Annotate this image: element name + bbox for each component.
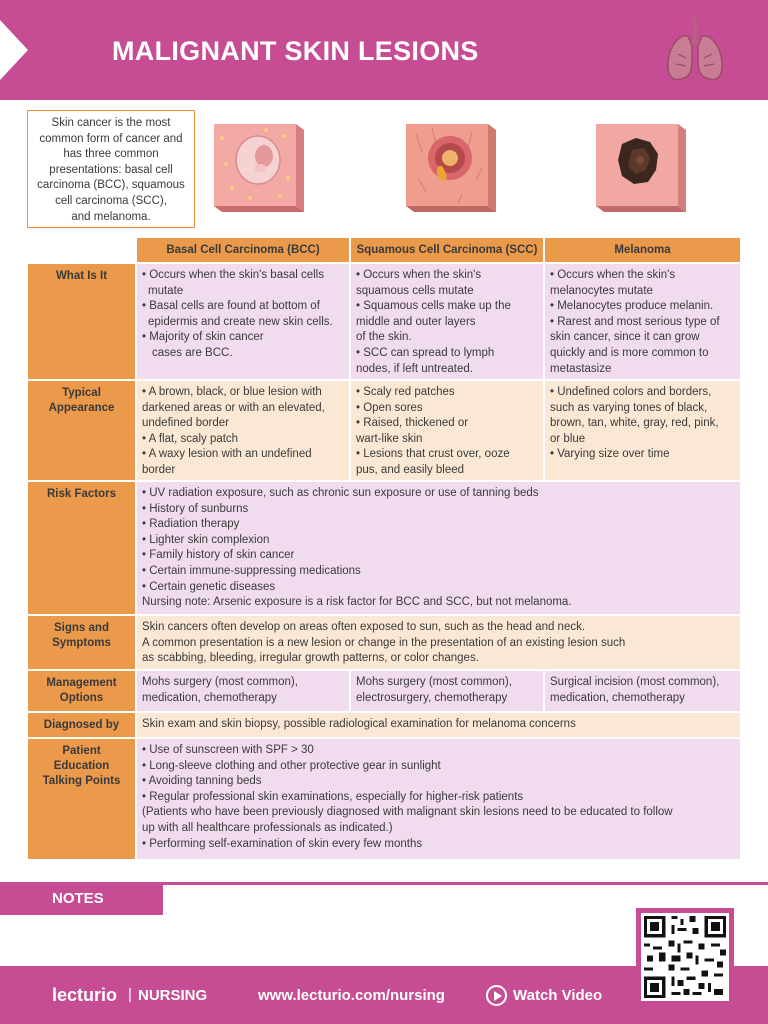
cell-line: border (142, 463, 176, 476)
cell-line: quickly and is more common to (550, 346, 709, 359)
cell-diagnosed (137, 713, 740, 737)
cell-line: up with all healthcare professionals as indicated.) (142, 821, 393, 834)
cell-line: metastasize (550, 362, 612, 375)
cell-line: • A waxy lesion with an undefined (142, 448, 312, 461)
header-melanoma: Melanoma (545, 238, 740, 262)
header-bcc: Basal Cell Carcinoma (BCC) (137, 238, 349, 262)
cell-line: electrosurgery, chemotherapy (356, 691, 508, 704)
cell-line: as scabbing, bleeding, irregular growth patterns, or color changes. (142, 652, 479, 665)
cell-line: • Lesions that crust over, ooze (356, 448, 510, 461)
lungs-icon (664, 14, 726, 86)
lecturio-logo: lecturio (52, 985, 118, 1005)
cell-line: darkened areas or with an elevated, (142, 401, 325, 414)
cell-scc-appearance (351, 381, 543, 480)
cell-line: • A flat, scaly patch (142, 432, 239, 445)
row-label-line: Education (53, 760, 110, 772)
cell-line: mutate (148, 284, 184, 297)
cell-line: • UV radiation exposure, such as chronic sun exposure or use of tanning beds (142, 487, 539, 499)
table-row-risk-factors (28, 482, 740, 614)
cell-line: • Occurs when the skin's (356, 269, 482, 281)
intro-line: and melanoma. (71, 210, 151, 223)
brand-separator: | (128, 986, 132, 1003)
cell-line: Mohs surgery (most common), (142, 676, 298, 688)
cell-line: Nursing note: Arsenic exposure is a risk factor for BCC and SCC, but not melanoma. (142, 596, 572, 609)
cell-line: • Radiation therapy (142, 518, 240, 531)
cell-line: • Lighter skin complexion (142, 533, 270, 546)
row-label-line: Options (59, 692, 104, 704)
scc-lesion-illustration (402, 118, 498, 218)
cell-risk-factors (137, 482, 740, 614)
qr-code-frame (636, 908, 734, 1006)
row-label-line: Patient (62, 745, 101, 757)
cell-line: Surgical incision (most common), (550, 676, 720, 688)
cell-line: • Rarest and most serious type of (550, 315, 720, 328)
cell-line: middle and outer layers (356, 315, 476, 328)
cell-line: undefined border (142, 417, 229, 430)
header-notch (0, 20, 28, 80)
website-link[interactable]: www.lecturio.com/nursing (258, 987, 445, 1004)
row-label-line: Management (46, 677, 117, 689)
intro-line: has three common (63, 148, 159, 161)
table-row-management (28, 671, 740, 711)
cell-line: • History of sunburns (142, 502, 249, 515)
cell-line: • Long-sleeve clothing and other protective gear in sunlight (142, 759, 441, 772)
intro-line: Skin cancer is the most (51, 117, 171, 129)
watch-video-link[interactable]: Watch Video (513, 987, 603, 1004)
row-label-diagnosed (28, 713, 135, 737)
cell-scc-what-is-it (351, 264, 543, 379)
cell-line: wart-like skin (356, 432, 423, 445)
row-label-line: Signs and (54, 622, 109, 634)
header-blank (28, 238, 135, 262)
cell-line: • Family history of skin cancer (142, 549, 295, 562)
intro-line: carcinoma (BCC), squamous (37, 179, 185, 192)
intro-line: presentations: basal cell (49, 163, 173, 176)
cell-line: Skin cancers often develop on areas often exposed to sun, such as the head and neck. (142, 621, 586, 633)
cell-bcc-appearance (137, 381, 349, 480)
row-label-line: Diagnosed by (43, 719, 120, 731)
row-label-line: Risk Factors (46, 488, 117, 500)
table-row-education (28, 739, 740, 859)
cell-line: • Performing self-examination of skin every few months (142, 837, 423, 850)
cell-bcc-management (137, 671, 349, 711)
cell-line: or blue (550, 432, 586, 445)
cell-line: • Regular professional skin examinations, especially for higher-risk patients (142, 790, 524, 803)
cell-line: • Squamous cells make up the (356, 300, 511, 313)
intro-line: common form of cancer and (39, 132, 183, 145)
cell-signs (137, 616, 740, 669)
cell-line: such as varying tones of black, (550, 401, 708, 414)
cell-line: • A brown, black, or blue lesion with (142, 386, 322, 398)
table-row-diagnosed (28, 713, 740, 737)
header-scc: Squamous Cell Carcinoma (SCC) (351, 238, 543, 262)
notes-label: NOTES (52, 890, 104, 907)
page-title: MALIGNANT SKIN LESIONS (112, 36, 479, 66)
cell-line: Skin exam and skin biopsy, possible radiological examination for melanoma concerns (142, 718, 576, 730)
bcc-lesion-illustration (210, 118, 306, 218)
row-label-appearance (28, 381, 135, 480)
row-label-management (28, 671, 135, 711)
row-label-line: What Is It (55, 270, 108, 282)
cell-line: • Occurs when the skin's basal cells (142, 269, 324, 281)
cell-line: medication, chemotherapy (550, 691, 685, 704)
cell-line: • Avoiding tanning beds (142, 775, 262, 788)
cell-line: epidermis and create new skin cells. (148, 315, 333, 328)
cell-line: • Melanocytes produce melanin. (550, 300, 714, 313)
cell-line: • Open sores (356, 401, 423, 414)
table-row-what-is-it (28, 264, 740, 379)
cell-melanoma-what-is-it (545, 264, 740, 379)
brand-nursing: NURSING (138, 987, 208, 1004)
cell-line: A common presentation is a new lesion or change in the presentation of an existing lesion such (142, 636, 626, 649)
cell-bcc-what-is-it (137, 264, 349, 379)
cell-line: pus, and easily bleed (356, 463, 465, 476)
cell-line: • Scaly red patches (356, 386, 455, 398)
row-label-what-is-it (28, 264, 135, 379)
comparison-table (28, 238, 740, 861)
cell-education (137, 739, 740, 859)
cell-line: • Occurs when the skin's (550, 269, 676, 281)
melanoma-lesion-illustration (592, 118, 688, 218)
cell-line: • Raised, thickened or (356, 417, 469, 430)
cell-line: • Certain genetic diseases (142, 580, 276, 593)
row-label-line: Appearance (48, 402, 115, 414)
cell-melanoma-management (545, 671, 740, 711)
cell-line: • Majority of skin cancer (142, 331, 264, 344)
row-label-line: Symptoms (52, 637, 111, 649)
row-label-education (28, 739, 135, 859)
row-label-signs (28, 616, 135, 669)
cell-line: • Use of sunscreen with SPF > 30 (142, 744, 314, 756)
cell-line: cases are BCC. (152, 346, 233, 359)
cell-line: • Varying size over time (550, 448, 670, 461)
cell-line: (Patients who have been previously diagnosed with malignant skin lesions need to be educated to follow (142, 806, 673, 819)
qr-code-icon (641, 913, 729, 1001)
intro-line: cell carcinoma (SCC), (55, 194, 167, 207)
row-label-line: Typical (62, 387, 101, 399)
cell-line: • Certain immune-suppressing medications (142, 564, 361, 577)
cell-line: • SCC can spread to lymph (356, 346, 495, 359)
cell-line: • Basal cells are found at bottom of (142, 300, 320, 313)
cell-line: nodes, if left untreated. (356, 362, 473, 375)
cell-line: medication, chemotherapy (142, 691, 277, 704)
table-row-appearance (28, 381, 740, 480)
cell-line: • Undefined colors and borders, (550, 386, 712, 398)
play-icon[interactable] (486, 985, 507, 1006)
cell-line: of the skin. (356, 331, 412, 344)
table-header-row (28, 238, 740, 262)
cell-line: brown, tan, white, gray, red, pink, (550, 417, 719, 430)
cell-scc-management (351, 671, 543, 711)
cell-line: squamous cells mutate (356, 284, 474, 297)
table-row-signs (28, 616, 740, 669)
row-label-line: Talking Points (42, 775, 121, 787)
row-label-risk-factors (28, 482, 135, 614)
cell-line: skin cancer, since it can grow (550, 331, 700, 344)
cell-line: melanocytes mutate (550, 284, 653, 297)
cell-line: Mohs surgery (most common), (356, 676, 512, 688)
cell-melanoma-appearance (545, 381, 740, 480)
intro-box (27, 110, 195, 228)
